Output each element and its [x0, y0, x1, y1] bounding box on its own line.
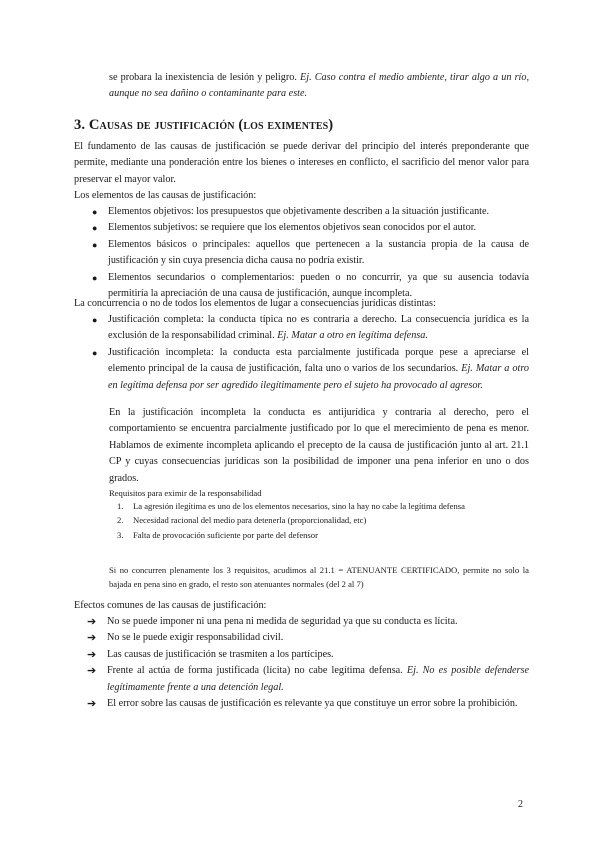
page-number: 2 — [518, 799, 523, 810]
bullet-icon: ● — [92, 207, 98, 217]
arrow-right-icon: ➔ — [87, 665, 97, 678]
efectos-list — [83, 614, 529, 712]
fundamento-paragraph: El fundamento de las causas de justificación se puede derivar del principio del interés preponderante que permite, mediante una ponderación entre los bienes o intereses en conflicto, el sacrificio del menor valor para preservar el mayor valor. — [74, 141, 529, 185]
bullet-icon: ● — [92, 347, 98, 358]
efectos-heading: Efectos comunes de las causas de justificación: — [74, 600, 267, 611]
list-item: 1. La agresión ilegítima es uno de los elementos necesarios, sino la hay no cabe la legítima defensa — [117, 501, 465, 511]
list-item: ● Justificación completa: la conducta típica no es contraria a derecho. La consecuencia jurídica es la exclusión de la responsabilidad criminal. Ej. Matar a otro en legítima defensa. — [92, 314, 529, 342]
list-item: ➔ Frente al actúa de forma justificada (lícita) no cabe legítima defensa. Ej. No es posible defenderse legítimamente frente a una detención legal. — [87, 665, 530, 693]
list-item: ➔ No se le puede exigir responsabilidad civil. — [83, 630, 529, 646]
list-item: ➔ El error sobre las causas de justificación es relevante ya que constituye un error sobre la prohibición. — [83, 696, 529, 712]
elementos-list — [88, 204, 529, 302]
list-item: ● Elementos básicos o principales: aquellos que pertenecen a la sustancia propia de la causa de justificación y sin cuya presencia dicha causa no podría existir. — [92, 238, 529, 267]
elementos-heading: Los elementos de las causas de justificación: — [74, 190, 257, 201]
requisitos-nota: Si no concurren plenamente los 3 requisitos, acudimos al 21.1 = ATENUANTE CERTIFICADO, permite no solo la bajada en pena sino en grado, el resto son atenuantes normales (del 2 al 7) — [109, 565, 529, 589]
list-item: ● Elementos objetivos: los presupuestos que objetivamente describen a la situación justificante. — [88, 204, 529, 220]
bullet-icon: ● — [92, 315, 98, 325]
section-title: 3. Causas de justificación (los eximentes) — [74, 117, 334, 133]
list-item: ● Elementos secundarios o complementarios: pueden o no concurrir, ya que su ausencia todavía permitiría la apreciación de una causa de justificación, aunque incompleta. — [92, 271, 529, 300]
bullet-icon: ● — [92, 272, 98, 283]
intro-text: se probara la inexistencia de lesión y peligro. — [109, 72, 301, 83]
explicacion-paragraph: En la justificación incompleta la conducta es antijurídica y contraria al derecho, pero el comportamiento se encuentra parcialmente justificado por lo que el merecimiento de pena es menor. Hablamos de eximente incompleta aplicando el precepto de la causa de justificación junto al art. 21.1 CP y cuyas consecuencias jurídicas son la posibilidad de imponer una pena inferior en uno o dos grados. — [109, 407, 529, 484]
concurrencia-heading: La concurrencia o no de todos los elementos de lugar a consecuencias jurídicas distintas: — [74, 298, 436, 309]
list-item: ● Elementos subjetivos: se requiere que los elementos objetivos sean conocidos por el autor. — [88, 220, 529, 236]
list-item: ➔ No se puede imponer ni una pena ni medida de seguridad ya que su conducta es lícita. — [83, 614, 529, 630]
list-item: ● Justificación incompleta: la conducta esta parcialmente justificada porque pese a apreciarse el elemento principal de la causa de justificación, falta uno o varios de los secundarios. Ej. Matar a otro en legítima defensa por ser agredido ilegítimamente pero el sujeto ha provocado al agresor. — [92, 346, 529, 391]
requisitos-heading: Requisitos para eximir de la responsabilidad — [109, 488, 262, 498]
arrow-right-icon: ➔ — [87, 632, 97, 645]
requisitos-list — [109, 499, 529, 542]
list-item: 3. Falta de provocación suficiente por parte del defensor — [117, 529, 318, 540]
list-item: ➔ Las causas de justificación se trasmiten a los partícipes. — [83, 647, 529, 663]
intro-paragraph — [109, 70, 529, 103]
arrow-right-icon: ➔ — [87, 648, 97, 661]
concurrencia-list — [88, 312, 529, 394]
arrow-right-icon: ➔ — [87, 698, 97, 711]
bullet-icon: ● — [92, 239, 98, 250]
arrow-right-icon: ➔ — [87, 616, 97, 628]
intro-example: Ej. Caso contra el medio ambiente, tirar algo a un río, aunque no sea dañino o contaminante para este. — [109, 72, 530, 100]
list-item: 2. Necesidad racional del medio para detenerla (proporcionalidad, etc) — [117, 515, 367, 526]
bullet-icon: ● — [92, 223, 98, 234]
